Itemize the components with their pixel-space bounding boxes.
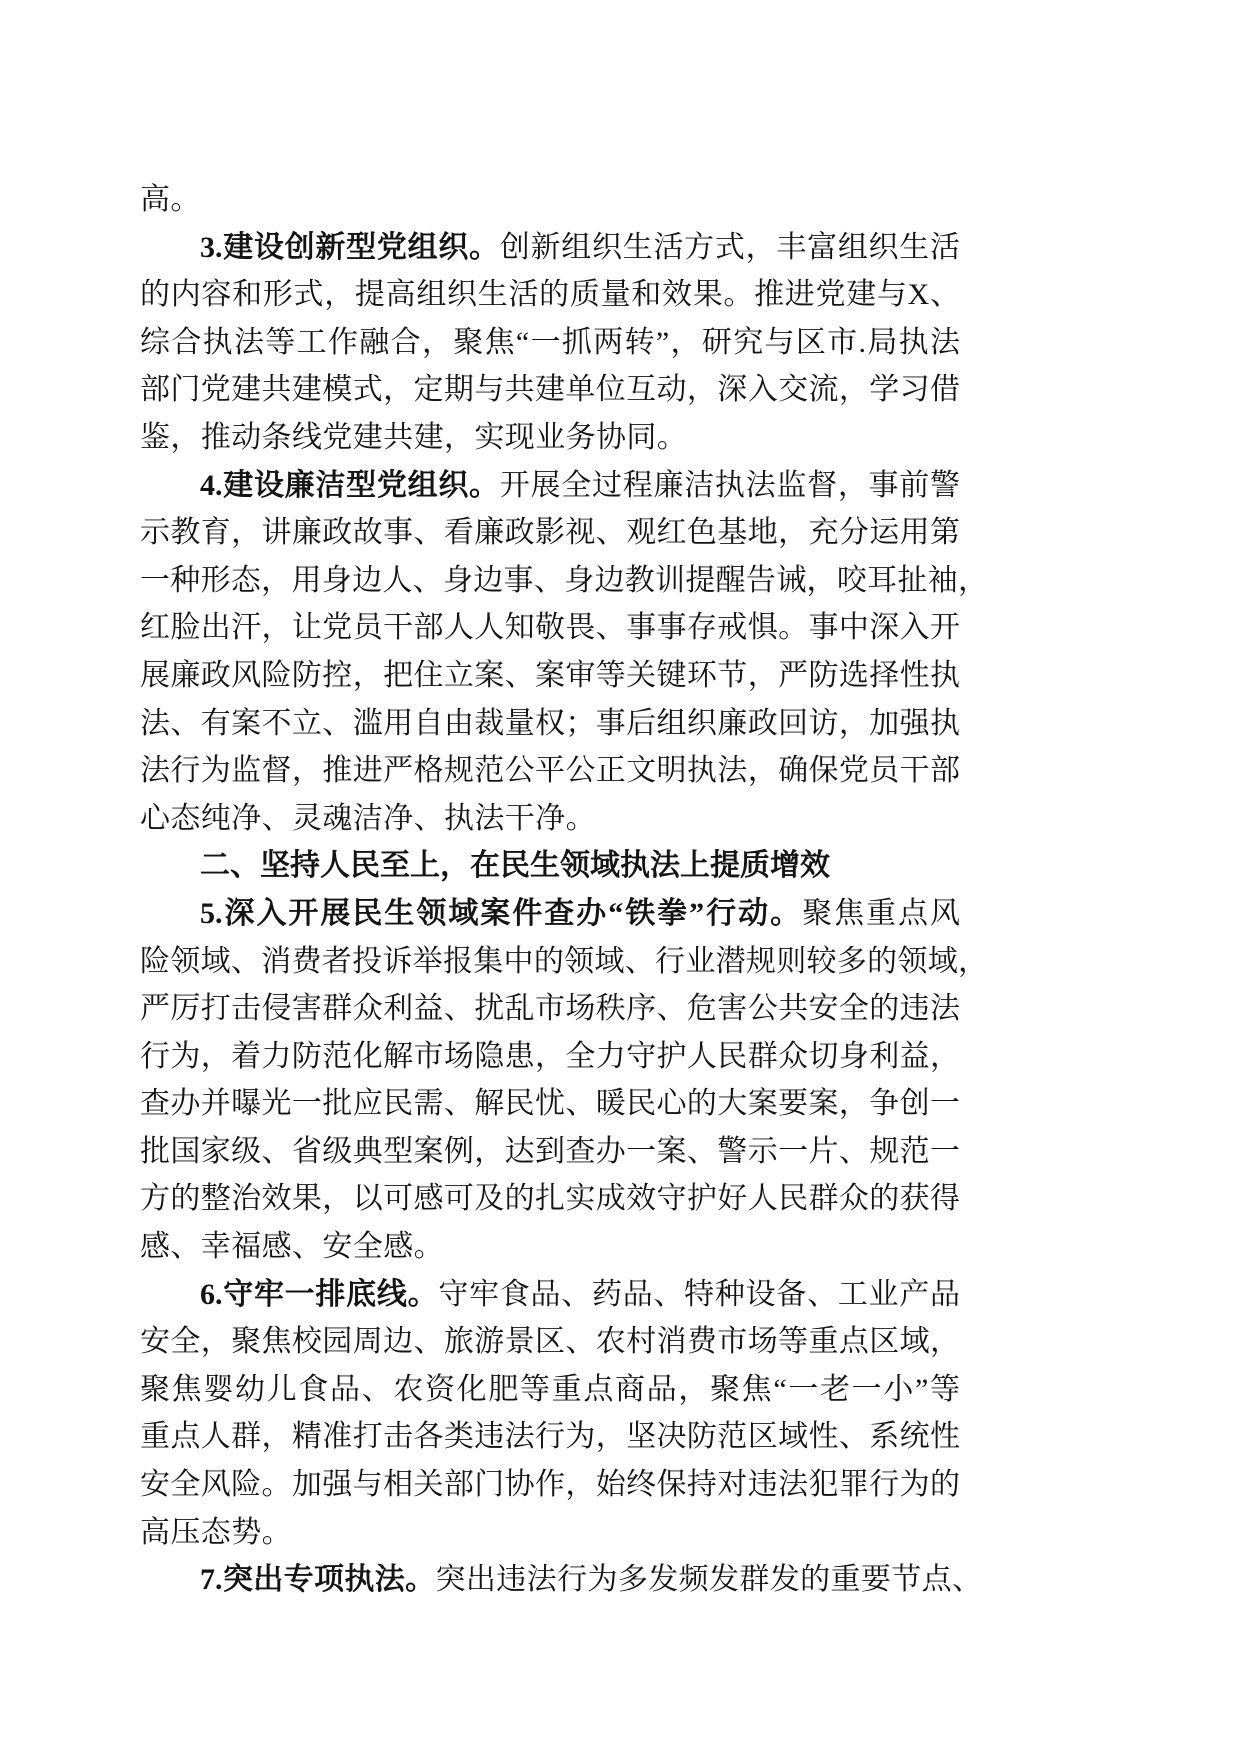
text-line	[140, 604, 960, 652]
text-line	[140, 747, 960, 795]
text-line	[140, 1080, 960, 1128]
text-line	[140, 1175, 960, 1223]
text-line	[140, 414, 1000, 462]
text-line	[140, 319, 960, 367]
text-line	[140, 652, 960, 700]
text-line	[140, 1128, 960, 1176]
document-body	[140, 176, 1000, 1604]
line-text: 展廉政风险防控，把住立案、案审等关键环节，严防选择性执	[140, 658, 960, 692]
line-text: 一种形态，用身边人、身边事、身边教训提醒告诫，咬耳扯袖，	[140, 563, 988, 597]
paragraph-lead: 7.突出专项执法。	[200, 1563, 436, 1597]
line-text: 安全风险。加强与相关部门协作，始终保持对违法犯罪行为的	[140, 1468, 960, 1502]
text-line	[140, 795, 1000, 843]
text-line	[140, 509, 960, 557]
line-text: 红脸出汗，让党员干部人人知敬畏、事事存戒惧。事中深入开	[140, 611, 960, 645]
text-line	[140, 557, 988, 605]
line-text: 重点人群，精准打击各类违法行为，坚决防范区域性、系统性	[140, 1420, 960, 1454]
line-text: 方的整治效果，以可感可及的扎实成效守护好人民群众的获得	[140, 1182, 960, 1216]
line-text: 聚焦婴幼儿食品、农资化肥等重点商品，聚焦“一老一小”等	[140, 1372, 960, 1406]
text-line	[140, 1223, 1000, 1271]
text-line	[140, 1413, 960, 1461]
line-text: 行为，着力防范化解市场隐患，全力守护人民群众切身利益，	[140, 1039, 960, 1073]
line-text: 突出违法行为多发频发群发的重要节点、	[435, 1563, 983, 1597]
text-line	[140, 271, 960, 319]
line-text: 聚焦重点风	[802, 896, 961, 930]
line-text: 心态纯净、灵魂洁净、执法干净。	[140, 801, 596, 835]
paragraph-lead: 3.建设创新型党组织。	[200, 230, 500, 264]
line-text: 法、有案不立、滥用自由裁量权；事后组织廉政回访，加强执	[140, 706, 960, 740]
line-text: 安全，聚焦校园周边、旅游景区、农村消费市场等重点区域，	[140, 1325, 960, 1359]
line-text: 示教育，讲廉政故事、看廉政影视、观红色基地，充分运用第	[140, 516, 960, 550]
text-line	[140, 700, 960, 748]
section-heading-text: 二、坚持人民至上，在民生领域执法上提质增效	[200, 849, 830, 883]
line-text: 综合执法等工作融合，聚焦“一抓两转”，研究与区市.局执法	[140, 325, 960, 359]
line-text: 险领域、消费者投诉举报集中的领域、行业潜规则较多的领域，	[140, 944, 988, 978]
line-text: 的内容和形式，提高组织生活的质量和效果。推进党建与X、	[140, 278, 960, 312]
line-text: 法行为监督，推进严格规范公平公正文明执法，确保党员干部	[140, 754, 960, 788]
paragraph-first-line	[200, 224, 960, 272]
line-text: 部门党建共建模式，定期与共建单位互动，深入交流，学习借	[140, 373, 960, 407]
line-text: 高。	[140, 183, 201, 216]
line-text: 开展全过程廉洁执法监督，事前警	[499, 468, 961, 502]
line-text: 严厉打击侵害群众利益、扰乱市场秩序、危害公共安全的违法	[140, 992, 960, 1026]
text-line	[140, 1033, 960, 1081]
text-line	[140, 985, 960, 1033]
text-line	[140, 938, 988, 986]
line-text: 守牢食品、药品、特种设备、工业产品	[438, 1277, 961, 1311]
paragraph-first-line	[200, 1556, 982, 1604]
line-text: 查办并曝光一批应民需、解民忧、暖民心的大案要案，争创一	[140, 1087, 960, 1121]
line-text: 鉴，推动条线党建共建，实现业务协同。	[140, 420, 688, 454]
section-heading	[200, 842, 1000, 890]
line-text: 高压态势。	[140, 1515, 292, 1549]
line-text: 批国家级、省级典型案例，达到查办一案、警示一片、规范一	[140, 1134, 960, 1168]
text-line	[140, 1509, 1000, 1557]
text-line	[140, 1366, 960, 1414]
paragraph-lead: 4.建设廉洁型党组织。	[200, 468, 500, 502]
line-text: 创新组织生活方式，丰富组织生活	[499, 230, 961, 264]
text-line	[140, 1318, 960, 1366]
paragraph-lead: 6.守牢一排底线。	[200, 1277, 439, 1311]
paragraph-first-line	[200, 1271, 960, 1319]
line-text: 感、幸福感、安全感。	[140, 1230, 444, 1264]
text-line	[140, 1461, 960, 1509]
paragraph-lead: 5.深入开展民生领域案件查办“铁拳”行动。	[200, 896, 803, 930]
paragraph-first-line	[200, 462, 960, 510]
paragraph-first-line	[200, 890, 960, 938]
text-line	[140, 176, 1000, 224]
text-line	[140, 366, 960, 414]
